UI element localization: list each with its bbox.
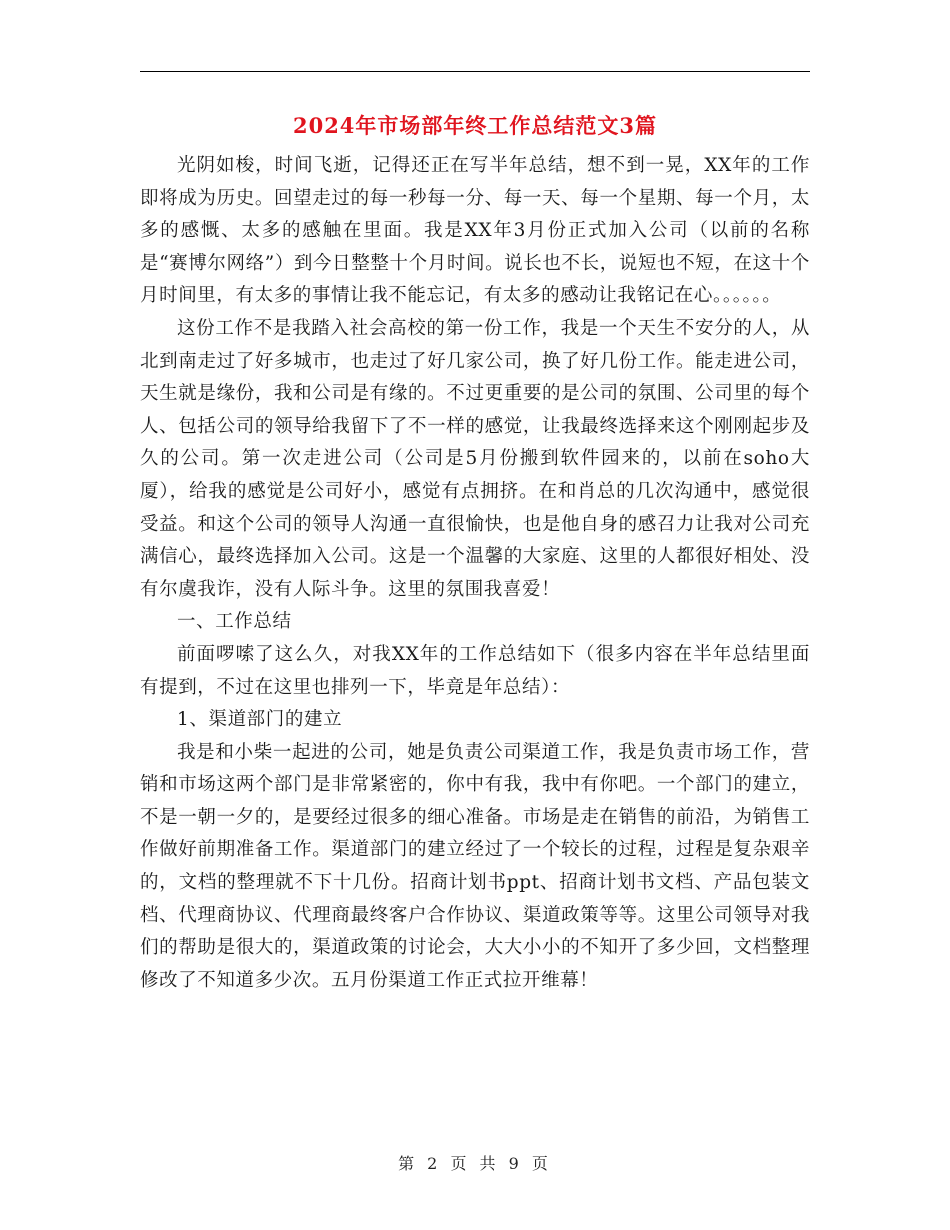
paragraph-channel-department: 我是和小柴一起进的公司，她是负责公司渠道工作，我是负责市场工作，营销和市场这两个部门是非常紧密的，你中有我，我中有你吧。一个部门的建立，不是一朝一夕的，是要经过很多的细心准备。市场是走在销售的前沿，为销售工作做好前期准备工作。渠道部门的建立经过了一个较长的过程，过程是复杂艰辛的，文档的整理就不下十几份。招商计划书ppt、招商计划书文档、产品包装文档、代理商协议、代理商最终客户合作协议、渠道政策等等。这里公司领导对我们的帮助是很大的，渠道政策的讨论会，大大小小的不知开了多少回，文档整理修改了不知道多少次。五月份渠道工作正式拉开维幕！ bbox=[140, 741, 810, 991]
header-rule bbox=[140, 71, 810, 72]
paragraph-summary-intro: 前面啰嗦了这么久，对我XX年的工作总结如下（很多内容在半年总结里面有提到，不过在这里也排列一下，毕竟是年总结）： bbox=[140, 643, 810, 698]
paragraph-intro: 光阴如梭，时间飞逝，记得还正在写半年总结，想不到一晃，XX年的工作即将成为历史。回望走过的每一秒每一分、每一天、每一个星期、每一个月，太多的感慨、太多的感触在里面。我是XX年3月份正式加入公司（以前的名称是“赛博尔网络”）到今日整整十个月时间。说长也不长，说短也不短，在这十个月时间里，有太多的事情让我不能忘记，有太多的感动让我铭记在心。。。。。。 bbox=[140, 155, 810, 307]
paragraph-background: 这份工作不是我踏入社会高校的第一份工作，我是一个天生不安分的人，从北到南走过了好多城市，也走过了好几家公司，换了好几份工作。能走进公司，天生就是缘份，我和公司是有缘的。不过更重要的是公司的氛围、公司里的每个人、包括公司的领导给我留下了不一样的感觉，让我最终选择来这个刚刚起步及久的公司。第一次走进公司（公司是5月份搬到软件园来的，以前在soho大厦），给我的感觉是公司好小，感觉有点拥挤。在和肖总的几次沟通中，感觉很受益。和这个公司的领导人沟通一直很愉快，也是他自身的感召力让我对公司充满信心，最终选择加入公司。这是一个温馨的大家庭、这里的人都很好相处、没有尔虞我诈，没有人际斗争。这里的氛围我喜爱！ bbox=[140, 317, 810, 600]
document-body bbox=[140, 150, 810, 997]
section-heading-work-summary: 一、工作总结 bbox=[177, 611, 292, 633]
page-number: 第 2 页 共 9 页 bbox=[398, 1154, 552, 1173]
document-title: 2024年市场部年终工作总结范文3篇 bbox=[292, 113, 658, 138]
subsection-heading-channel-department: 1、渠道部门的建立 bbox=[177, 709, 343, 731]
